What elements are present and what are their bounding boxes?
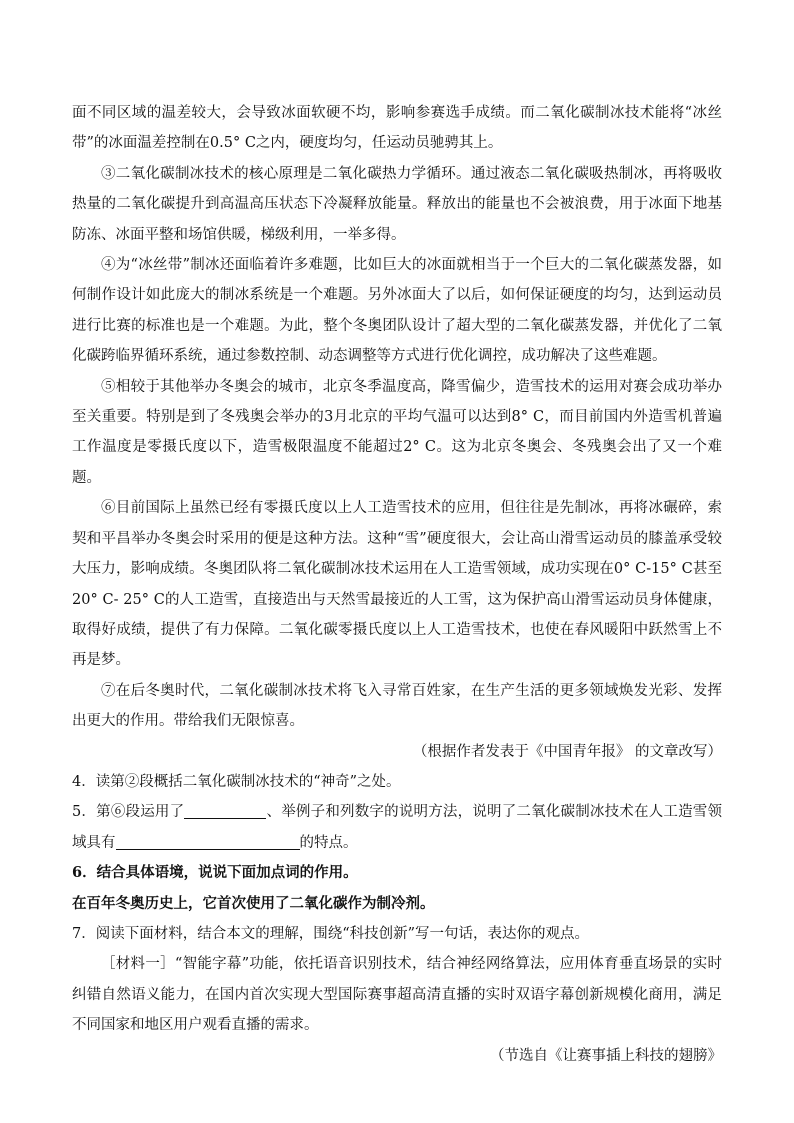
passage-paragraph-5: ⑤相较于其他举办冬奥会的城市，北京冬季温度高，降雪偏少，造雪技术的运用对赛会成功举办至关重要。特别是到了冬残奥会举办的3月北京的平均气温可以达到8° C，而目前国内外造雪机普遍工作温度是零摄氏度以下，造雪极限温度不能超过2° C。这为北京冬奥会、冬残奥会出了又一个难题。 <box>72 378 722 486</box>
passage-paragraph-3: ③二氧化碳制冰技术的核心原理是二氧化碳热力学循环。通过液态二氧化碳吸热制冰，再将吸收热量的二氧化碳提升到高温高压状态下冷凝释放能量。释放出的能量也不会被浪费，用于冰面下地基防冻、冰面平整和场馆供暖，梯级利用，一举多得。 <box>72 165 722 243</box>
question-5 <box>72 797 722 858</box>
material-1-source: （节选自《让赛事插上科技的翅膀》 <box>490 1047 722 1064</box>
answer-blank-1[interactable] <box>184 804 266 820</box>
question-5-part-c: 的特点。 <box>299 834 358 851</box>
material-1: ［材料一］“智能字幕”功能，依托语音识别技术，结合神经网络算法，应用体育垂直场景的实时纠错自然语义能力，在国内首次实现大型国际赛事超高清直播的实时双语字幕创新规模化商用，满足不同国家和地区用户观看直播的需求。 <box>72 956 722 1034</box>
passage-paragraph-2-continued: 面不同区域的温差较大，会导致冰面软硬不均，影响参赛选手成绩。而二氧化碳制冰技术能将“冰丝带”的冰面温差控制在0.5° C之内，硬度均匀，任运动员驰骋其上。 <box>72 105 722 152</box>
question-4: 4．读第②段概括二氧化碳制冰技术的“神奇”之处。 <box>72 773 401 790</box>
question-6-sentence: 在百年冬奥历史上，它首次使用了二氧化碳作为制冷剂。 <box>72 894 435 912</box>
question-7: 7．阅读下面材料，结合本文的理解，围绕“科技创新”写一句话，表达你的观点。 <box>72 925 590 942</box>
passage-paragraph-4: ④为“冰丝带”制冰还面临着许多难题，比如巨大的冰面就相当于一个巨大的二氧化碳蒸发器，如何制作设计如此庞大的制冰系统是一个难题。另外冰面大了以后，如何保证硬度的均匀，达到运动员进行比赛的标准也是一个难题。为此，整个冬奥团队设计了超大型的二氧化碳蒸发器，并优化了二氧化碳跨临界循环系统，通过参数控制、动态调整等方式进行优化调控，成功解决了这些难题。 <box>72 257 722 365</box>
passage-paragraph-6: ⑥目前国际上虽然已经有零摄氏度以上人工造雪技术的应用，但往往是先制冰，再将冰碾碎，索契和平昌举办冬奥会时采用的便是这种方法。这种“雪”硬度很大，会让高山滑雪运动员的膝盖承受较大压力，影响成绩。冬奥团队将二氧化碳制冰技术运用在人工造雪领域，成功实现在0° C-15° C甚至20° C- 25° C的人工造雪，直接造出与天然雪最接近的人工雪，这为保护高山滑雪运动员身体健康，取得好成绩，提供了有力保障。二氧化碳零摄氏度以上人工造雪技术，也使在春风暖阳中跃然雪上不再是梦。 <box>72 500 722 669</box>
passage-source: （根据作者发表于《中国青年报》 的文章改写） <box>412 743 722 760</box>
question-5-part-a: 5．第⑥段运用了 <box>72 804 185 821</box>
question-5-part-b: 、举例子和列数字的说明方法，说明了二氧化碳制冰技术在人工造雪领域具有 <box>72 804 722 851</box>
document-page <box>72 98 722 1071</box>
question-6: 6．结合具体语境，说说下面加点词的作用。 <box>72 864 358 882</box>
answer-blank-2[interactable] <box>116 834 300 850</box>
passage-paragraph-7: ⑦在后冬奥时代，二氧化碳制冰技术将飞入寻常百姓家，在生产生活的更多领域焕发光彩、发挥出更大的作用。带给我们无限惊喜。 <box>72 682 722 730</box>
